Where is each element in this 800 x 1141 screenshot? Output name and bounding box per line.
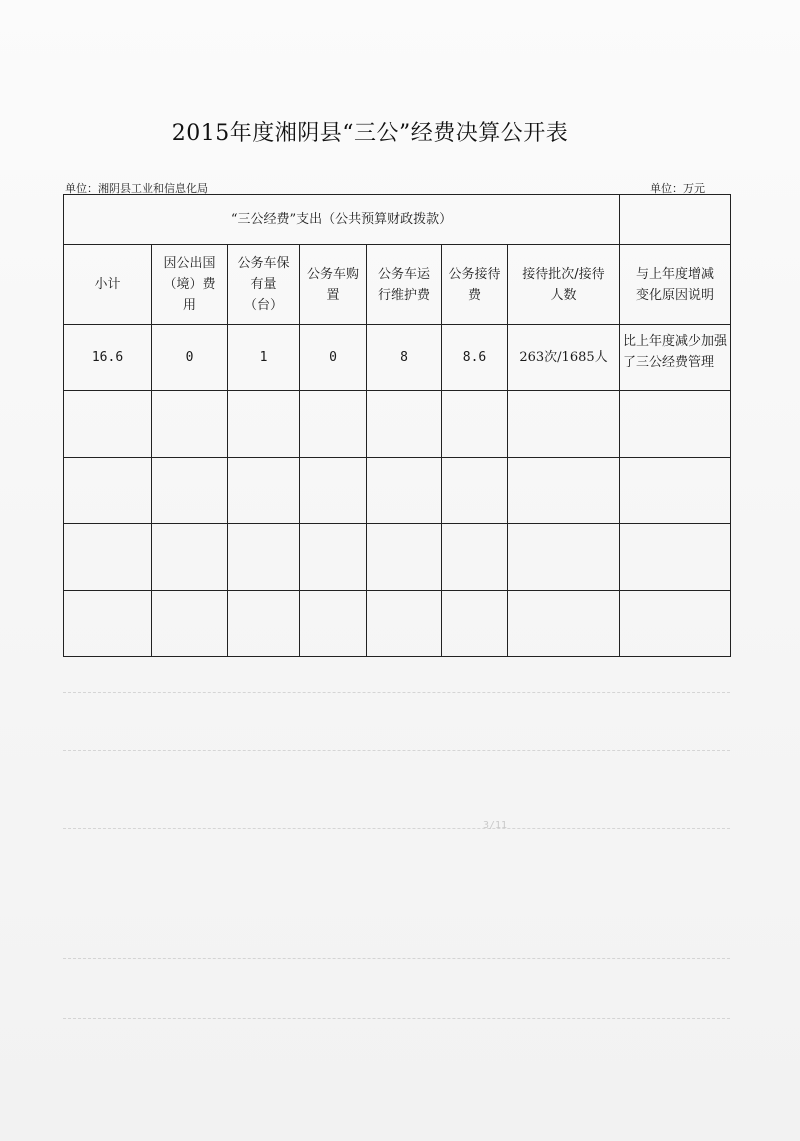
cell-empty: [508, 458, 620, 524]
cell-empty: [620, 591, 731, 657]
cell-empty: [367, 391, 442, 458]
table-row: [64, 391, 731, 458]
cell-empty: [508, 591, 620, 657]
table-row: [64, 325, 731, 391]
cell-empty: [442, 524, 508, 591]
cell-empty: [367, 458, 442, 524]
column-header-overseas-travel: 因公出国 （境）费 用: [152, 245, 228, 325]
table-row: [64, 524, 731, 591]
bleed-through-line: [63, 750, 730, 751]
bleed-through-line: [63, 828, 730, 829]
bleed-through-line: [63, 692, 730, 693]
cell-empty: [300, 524, 367, 591]
table-row: [64, 458, 731, 524]
page-title: [0, 116, 800, 147]
column-header-change-reason: 与上年度增减 变化原因说明: [620, 245, 731, 325]
cell-empty: [367, 591, 442, 657]
cell-empty: [442, 591, 508, 657]
cell-empty: [508, 524, 620, 591]
column-header-reception-batches: 接待批次/接待 人数: [508, 245, 620, 325]
cell-empty: [228, 391, 300, 458]
bleed-through-text: 3/11: [483, 820, 508, 831]
cell-reception-batches: 263次/1685人: [508, 325, 620, 391]
cell-vehicle-maintenance: 8: [367, 325, 442, 391]
cell-empty: [152, 524, 228, 591]
three-public-expenses-table: [63, 194, 731, 657]
cell-empty: [228, 524, 300, 591]
column-header-subtotal: 小计: [64, 245, 152, 325]
cell-empty: [64, 591, 152, 657]
column-header-reception: 公务接待 费: [442, 245, 508, 325]
cell-empty: [508, 391, 620, 458]
cell-empty: [228, 458, 300, 524]
cell-empty: [152, 458, 228, 524]
page-title-text: 2015年度湘阴县“三公”经费决算公开表: [171, 121, 569, 146]
cell-empty: [228, 591, 300, 657]
cell-empty: [300, 391, 367, 458]
cell-empty: [64, 458, 152, 524]
cell-empty: [367, 524, 442, 591]
cell-empty: [442, 391, 508, 458]
unit-currency: 单位：万元: [650, 182, 705, 195]
cell-vehicle-purchase: 0: [300, 325, 367, 391]
table-column-header-row: [64, 245, 731, 325]
table-group-header-row: [64, 195, 731, 245]
cell-change-reason: 比上年度减少加强了三公经费管理: [620, 325, 731, 391]
bleed-through-line: [63, 1018, 730, 1019]
table-row: [64, 591, 731, 657]
unit-organization: 单位：湘阴县工业和信息化局: [65, 182, 208, 195]
cell-vehicle-count: 1: [228, 325, 300, 391]
cell-subtotal: 16.6: [64, 325, 152, 391]
cell-empty: [442, 458, 508, 524]
bleed-through-line: [63, 958, 730, 959]
column-header-vehicle-count: 公务车保 有量 （台）: [228, 245, 300, 325]
cell-overseas-travel: 0: [152, 325, 228, 391]
column-header-vehicle-purchase: 公务车购 置: [300, 245, 367, 325]
cell-empty: [620, 458, 731, 524]
group-header-blank: [620, 195, 731, 245]
group-header: “三公经费”支出（公共预算财政拨款）: [64, 195, 620, 245]
cell-empty: [152, 391, 228, 458]
cell-empty: [64, 524, 152, 591]
cell-reception: 8.6: [442, 325, 508, 391]
cell-empty: [300, 591, 367, 657]
column-header-vehicle-maintenance: 公务车运 行维护费: [367, 245, 442, 325]
cell-empty: [620, 524, 731, 591]
cell-empty: [620, 391, 731, 458]
cell-empty: [300, 458, 367, 524]
cell-empty: [64, 391, 152, 458]
cell-empty: [152, 591, 228, 657]
